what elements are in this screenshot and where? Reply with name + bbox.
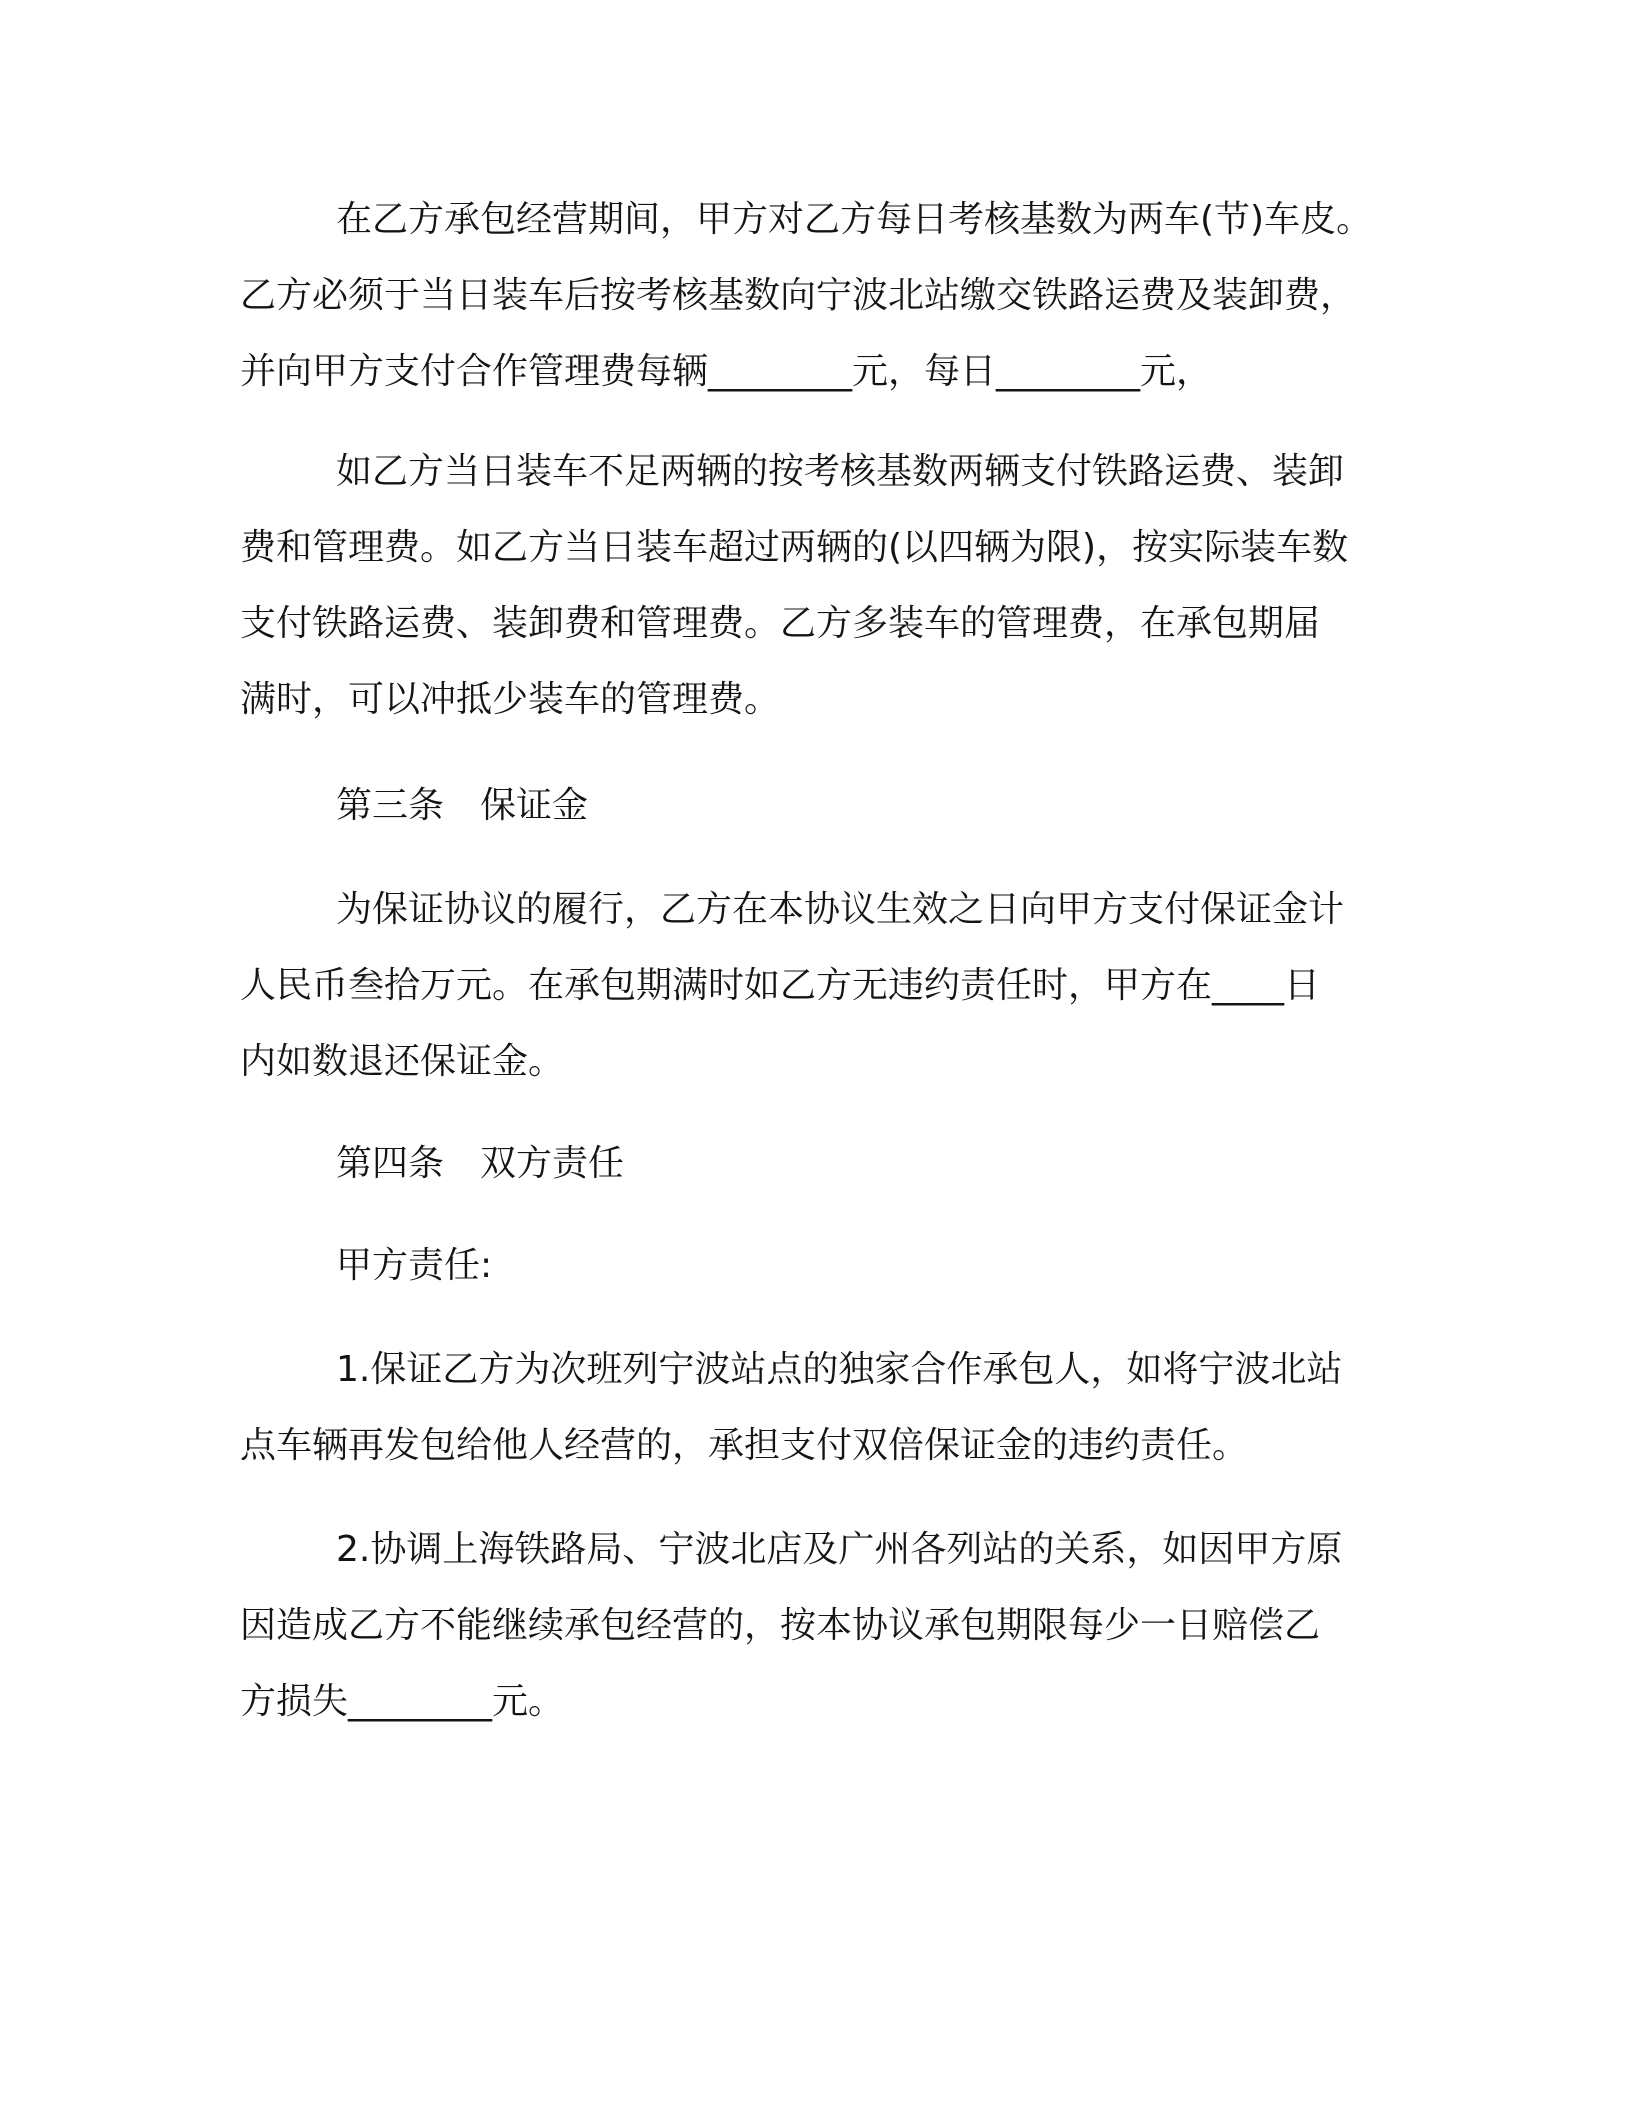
paragraph-2-line-3: 支付铁路运费、装卸费和管理费。乙方多装车的管理费，在承包期届 [240, 603, 1321, 644]
paragraph-1-line-2: 乙方必须于当日装车后按考核基数向宁波北站缴交铁路运费及装卸费， [240, 275, 1357, 316]
item-1-line-1: 1.保证乙方为次班列宁波站点的独家合作承包人，如将宁波北站 [336, 1349, 1343, 1390]
paragraph-2-line-2: 费和管理费。如乙方当日装车超过两辆的(以四辆为限)，按实际装车数 [240, 527, 1349, 568]
paragraph-2-line-4: 满时，可以冲抵少装车的管理费。 [240, 679, 781, 720]
paragraph-1-line-3: 并向甲方支付合作管理费每辆________元，每日________元， [240, 351, 1213, 392]
article-4-heading: 第四条 双方责任 [336, 1143, 625, 1184]
paragraph-2-line-1: 如乙方当日装车不足两辆的按考核基数两辆支付铁路运费、装卸 [336, 451, 1345, 492]
item-1-line-2: 点车辆再发包给他人经营的，承担支付双倍保证金的违约责任。 [240, 1425, 1249, 1466]
item-2-line-1: 2.协调上海铁路局、宁波北店及广州各列站的关系，如因甲方原 [336, 1529, 1343, 1570]
party-a-responsibilities-label: 甲方责任: [336, 1245, 493, 1286]
item-2-line-3: 方损失________元。 [240, 1681, 565, 1722]
paragraph-3-line-1: 为保证协议的履行，乙方在本协议生效之日向甲方支付保证金计 [336, 889, 1345, 930]
paragraph-1-line-1: 在乙方承包经营期间，甲方对乙方每日考核基数为两车(节)车皮。 [336, 199, 1373, 240]
paragraph-3-line-3: 内如数退还保证金。 [240, 1041, 565, 1082]
item-2-line-2: 因造成乙方不能继续承包经营的，按本协议承包期限每少一日赔偿乙 [240, 1605, 1321, 1646]
paragraph-3-line-2: 人民币叁拾万元。在承包期满时如乙方无违约责任时，甲方在____日 [240, 965, 1321, 1006]
article-3-heading: 第三条 保证金 [336, 785, 589, 826]
